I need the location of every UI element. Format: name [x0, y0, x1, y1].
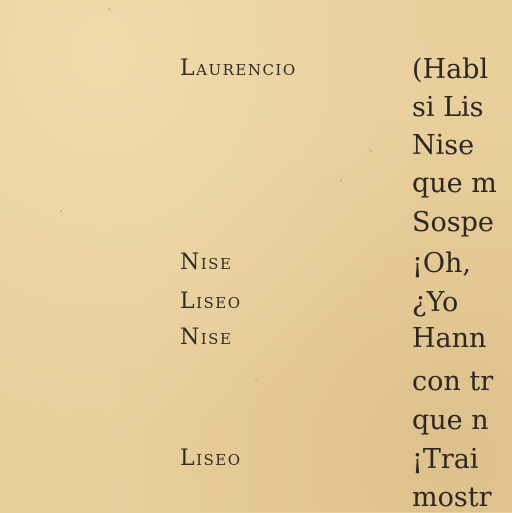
- speech-line: [0, 54, 512, 85]
- verse-text: ¡Trai: [412, 444, 479, 475]
- speech-line: [0, 248, 512, 279]
- verse-text: con tr: [412, 366, 494, 397]
- speech-line: [0, 130, 512, 161]
- speaker-name: Nise: [180, 250, 233, 275]
- paper-speck: [108, 8, 110, 10]
- verse-text: que n: [412, 405, 489, 436]
- speaker-name: Liseo: [180, 446, 242, 471]
- speech-line: [0, 323, 512, 354]
- verse-text: Sospe: [412, 207, 494, 238]
- verse-text: Nise: [412, 130, 475, 161]
- speech-line: [0, 168, 512, 199]
- verse-text: ¡Oh,: [412, 248, 471, 279]
- speech-line: [0, 405, 512, 436]
- verse-text: que m: [412, 168, 497, 199]
- verse-text: si Lis: [412, 92, 484, 123]
- speech-line: [0, 366, 512, 397]
- speech-line: [0, 444, 512, 475]
- speaker-name: Liseo: [180, 289, 242, 314]
- speaker-name: Nise: [180, 325, 233, 350]
- speech-line: [0, 92, 512, 123]
- verse-text: Hann: [412, 323, 487, 354]
- verse-text: (Habl: [412, 54, 489, 85]
- speaker-name: Laurencio: [180, 56, 297, 81]
- speech-line: [0, 482, 512, 513]
- verse-text: ¿Yo: [412, 287, 459, 318]
- speech-line: [0, 207, 512, 238]
- speech-line: [0, 287, 512, 318]
- verse-text: mostr: [412, 482, 492, 513]
